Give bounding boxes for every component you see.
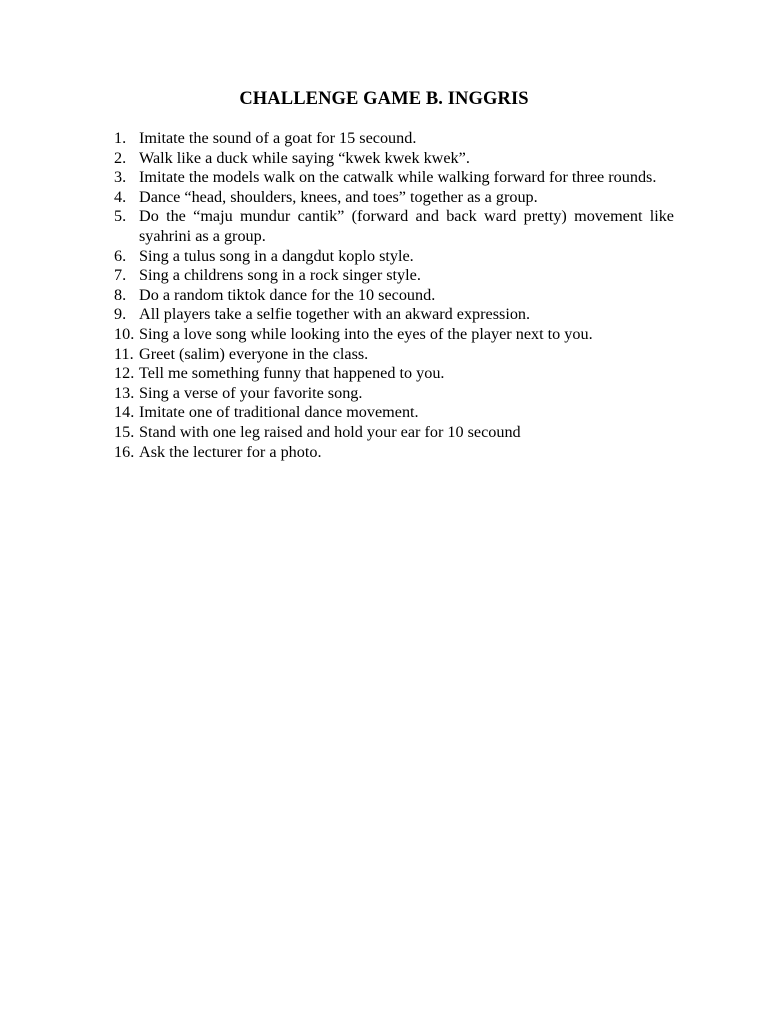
list-item — [114, 286, 674, 306]
item-number: 7. — [114, 266, 127, 285]
challenge-list — [114, 129, 674, 462]
item-text: Sing a childrens song in a rock singer style. — [139, 266, 421, 285]
item-number: 13. — [114, 383, 135, 402]
item-number: 12. — [114, 364, 135, 383]
item-text: Sing a love song while looking into the eyes of the player next to you. — [139, 324, 593, 343]
item-number: 2. — [114, 148, 127, 167]
list-item — [114, 247, 674, 267]
item-number: 3. — [114, 168, 127, 187]
list-item — [114, 403, 674, 423]
list-item — [114, 305, 674, 325]
item-text: All players take a selfie together with an akward expression. — [139, 305, 531, 324]
item-text: Sing a tulus song in a dangdut koplo style. — [139, 246, 414, 265]
item-number: 1. — [114, 129, 127, 147]
list-item — [114, 207, 674, 246]
item-text: Imitate the sound of a goat for 15 secound. — [139, 129, 417, 147]
item-number: 5. — [114, 207, 127, 226]
item-text: Ask the lecturer for a photo. — [139, 442, 322, 461]
item-text: Walk like a duck while saying “kwek kwek kwek”. — [139, 148, 470, 167]
item-text: Do the “maju mundur cantik” (forward and back ward pretty) movement like syahrini as a group. — [139, 207, 674, 245]
item-number: 8. — [114, 285, 127, 304]
document-title: CHALLENGE GAME B. INGGRIS — [239, 89, 529, 109]
item-text: Stand with one leg raised and hold your ear for 10 secound — [139, 422, 521, 441]
item-text: Sing a verse of your favorite song. — [139, 383, 363, 402]
item-number: 4. — [114, 187, 127, 206]
list-item — [114, 443, 674, 463]
list-item — [114, 345, 674, 365]
item-number: 15. — [114, 422, 135, 441]
item-number: 16. — [114, 442, 135, 461]
item-text: Dance “head, shoulders, knees, and toes” together as a group. — [139, 187, 538, 206]
list-item — [114, 364, 674, 384]
item-text: Imitate one of traditional dance movement. — [139, 403, 419, 422]
item-number: 10. — [114, 324, 135, 343]
item-number: 6. — [114, 246, 127, 265]
item-number: 9. — [114, 305, 127, 324]
list-item — [114, 423, 674, 443]
item-text: Do a random tiktok dance for the 10 secound. — [139, 285, 436, 304]
list-item — [114, 129, 674, 149]
list-item — [114, 149, 674, 169]
item-text: Greet (salim) everyone in the class. — [139, 344, 369, 363]
list-item — [114, 384, 674, 404]
list-item — [114, 266, 674, 286]
item-text: Tell me something funny that happened to you. — [139, 364, 445, 383]
item-number: 11. — [114, 344, 134, 363]
list-item — [114, 188, 674, 208]
item-text: Imitate the models walk on the catwalk while walking forward for three rounds. — [139, 168, 657, 187]
list-item — [114, 325, 674, 345]
item-number: 14. — [114, 403, 135, 422]
list-item — [114, 168, 674, 188]
